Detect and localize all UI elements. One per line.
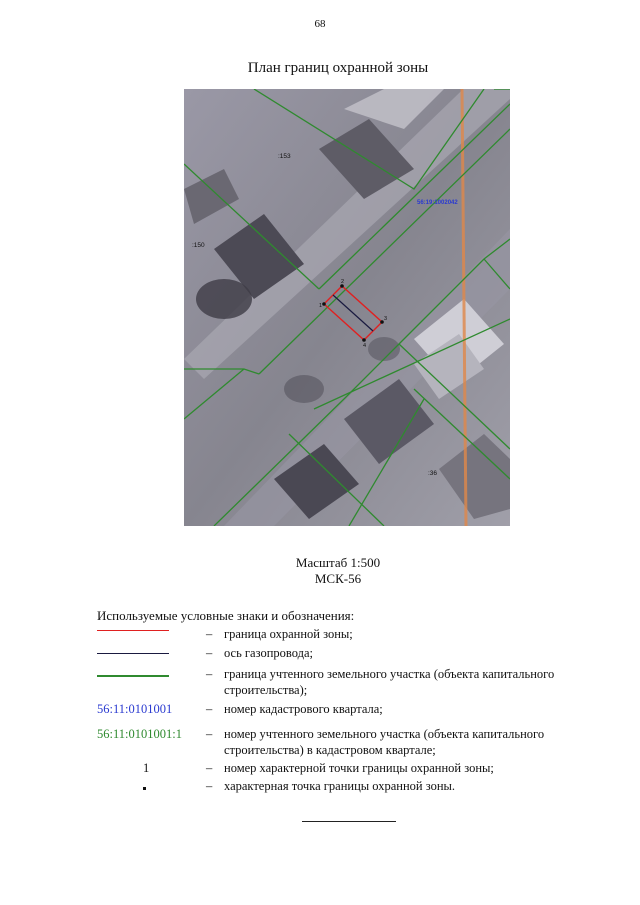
legend-dash: –	[206, 761, 213, 775]
point-marker	[362, 338, 366, 342]
tree	[368, 337, 400, 361]
map-canvas	[184, 89, 510, 526]
point-label-1: 1	[319, 303, 323, 309]
scale-block	[0, 555, 640, 587]
legend-symbol-quarter-number: 56:11:0101001	[97, 702, 173, 716]
page-number: 68	[314, 18, 326, 30]
point-label-4: 4	[363, 343, 367, 349]
legend-text: номер характерной точки границы охранной зоны;	[224, 761, 494, 775]
legend-dash: –	[206, 667, 213, 681]
legend-text: граница учтенного земельного участка (объекта капитального строительства);	[224, 667, 555, 697]
legend-text: номер кадастрового квартала;	[224, 702, 383, 716]
scale-text: Масштаб 1:500	[295, 555, 381, 570]
legend-dash: –	[206, 727, 213, 741]
legend-dash: –	[206, 779, 213, 793]
parcel-label-153: :153	[278, 153, 291, 160]
point-label-3: 3	[384, 316, 388, 322]
legend-symbol-parcel-number: 56:11:0101001:1	[97, 727, 182, 741]
point-label-2: 2	[341, 279, 345, 285]
legend-dash: –	[206, 702, 213, 716]
legend-symbol-red-line	[97, 626, 169, 631]
legend-dash: –	[206, 646, 213, 660]
parcel-label-36: :36	[428, 470, 438, 477]
legend-symbol-point-number: 1	[143, 761, 150, 775]
aerial-map	[184, 89, 510, 526]
parcel-label-150: :150	[192, 242, 205, 249]
legend-symbol-dark-line	[97, 645, 169, 654]
legend-text: номер учтенного земельного участка (объекта капитального строительства) в кадастровом квартале;	[224, 727, 545, 757]
tree	[284, 375, 324, 403]
coordinate-system: МСК-56	[314, 571, 362, 586]
point-marker	[322, 302, 326, 306]
legend-symbol-green-line	[97, 666, 169, 677]
plan-title: План границ охранной зоны	[247, 60, 429, 76]
legend-dash: –	[206, 627, 213, 641]
legend-title: Используемые условные знаки и обозначения:	[97, 608, 355, 623]
legend-text: ось газопровода;	[224, 646, 314, 660]
legend-text: граница охранной зоны;	[224, 627, 353, 641]
quarter-label: 56:19:1002042	[417, 200, 458, 206]
legend-text: характерная точка границы охранной зоны.	[224, 779, 456, 793]
footer-divider	[302, 821, 396, 822]
legend-symbol-dot	[143, 787, 146, 790]
tree	[196, 279, 252, 319]
